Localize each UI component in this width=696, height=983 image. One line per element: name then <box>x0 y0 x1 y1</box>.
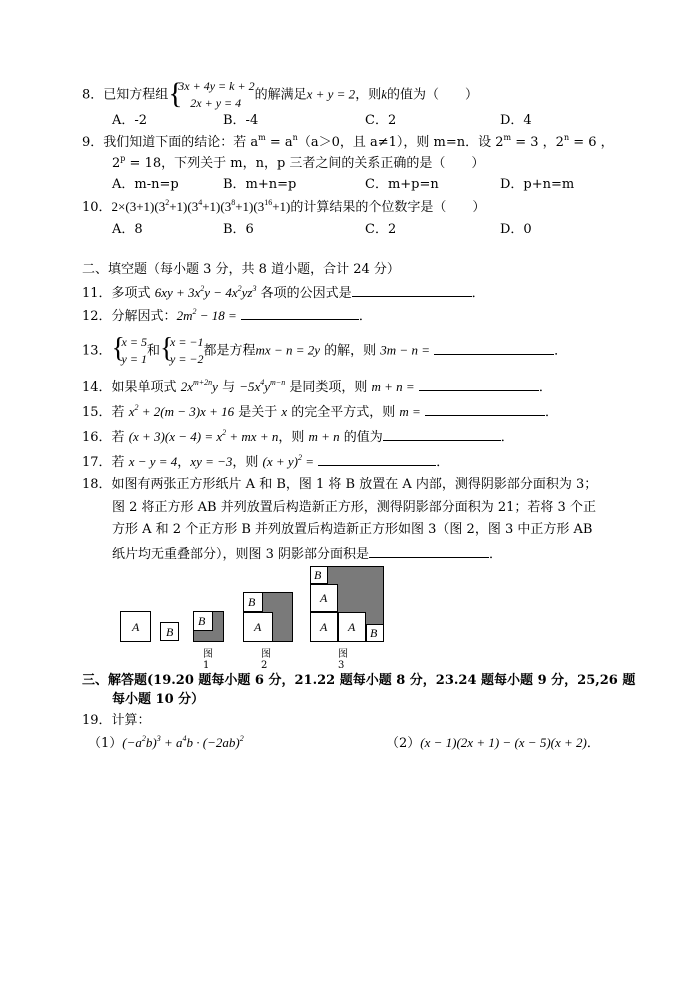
q12-end: ． <box>358 309 372 324</box>
q8-suffix2: 的值为（ ） <box>386 87 478 103</box>
fig3-label-a3: A <box>348 620 356 634</box>
q10-option-b: B．6 <box>223 222 254 237</box>
q12-answer-blank[interactable] <box>241 307 359 320</box>
q17-eq1: x − y = 4 <box>128 454 178 469</box>
q19-e1-a: (−a <box>122 735 142 750</box>
q12-number: 12． <box>82 309 112 324</box>
q17-text-c: ，则 <box>232 455 263 470</box>
q14-expression: m + n = <box>371 379 415 394</box>
q15-expr-b: + 2(m − 3)x + 16 <box>138 404 235 419</box>
q14-t1-base: 2x <box>180 379 193 394</box>
q19-e1-sup3: 4 <box>182 734 187 743</box>
q10-expr-d: +1)(3 <box>235 199 265 214</box>
figure1-caption: 图1 <box>203 649 213 671</box>
q8-option-c: C．2 <box>365 113 397 128</box>
q19-p1-label: （1） <box>88 736 123 751</box>
q14-t1-y: y <box>212 379 218 394</box>
q17-expr-b: = <box>302 454 315 469</box>
q9-text-a: 9．我们知道下面的结论：若 a <box>82 135 259 150</box>
figure3-square-a-bottom-left <box>310 612 338 642</box>
question-17 <box>82 453 449 471</box>
q11-text-a: 多项式 <box>111 286 155 301</box>
q9-text-b: = a <box>265 135 293 150</box>
q17-text-a: 若 <box>111 455 129 470</box>
q17-sup: 2 <box>298 453 303 462</box>
q13-text-a: 都是方程 <box>203 343 256 359</box>
q9-line2-a: 2 <box>112 156 121 171</box>
q16-expr-a: (x + 3)(x − 4) = x <box>128 429 223 444</box>
q8-condition: x + y = 2 <box>306 86 356 102</box>
question-16 <box>82 428 514 446</box>
q19-part-2 <box>386 735 600 752</box>
q11-sup-1: 2 <box>200 284 205 293</box>
q19-e1-sup4: 2 <box>239 734 244 743</box>
q13-s2-eq2: y = −2 <box>170 352 204 366</box>
q8-option-a: A．-2 <box>112 113 148 128</box>
q8-eq2: 2x + y = 4 <box>190 96 242 110</box>
q16-expression <box>129 429 279 444</box>
q13-equation: mx − n = 2y <box>255 342 321 358</box>
question-18-line1 <box>82 477 597 493</box>
q9-option-c: C．m+p=n <box>365 177 439 192</box>
q19-e1-c: + a <box>160 735 183 750</box>
q18-answer-blank[interactable] <box>369 545 489 558</box>
q11-expression <box>155 285 257 300</box>
q15-expression <box>129 404 234 419</box>
q11-expr-a: 6xy + 3x <box>154 285 201 300</box>
q10-expr-c: +1)(3 <box>202 199 232 214</box>
q12-sup: 2 <box>192 307 197 316</box>
q13-system-2: { x = −1 y = −2 <box>160 333 204 366</box>
q15-text-c: 的完全平方式，则 <box>287 405 400 420</box>
q12-expr-a: 2m <box>176 308 193 323</box>
q8-suffix: ，则 <box>355 87 382 103</box>
section-3-heading-line2: 每小题 10 分） <box>112 692 205 707</box>
q15-m: m = <box>399 404 421 419</box>
q16-number: 16． <box>82 430 112 445</box>
q8-option-b: B．-4 <box>223 113 259 128</box>
q15-expr-a: x <box>128 404 135 419</box>
q19-p2-expression: (x − 1)(2x + 1) − (x − 5)(x + 2) <box>420 735 587 750</box>
q8-equation-system: { 3x + 4y = k + 2 2x + y = 4 <box>168 77 255 110</box>
q19-e1-sup1: 2 <box>141 734 146 743</box>
q11-end: ． <box>471 286 485 301</box>
question-10 <box>82 199 485 216</box>
q12-expression <box>177 308 237 323</box>
figure3-caption: 图3 <box>338 649 348 671</box>
q10-sup-4: 4 <box>198 198 203 207</box>
q16-sup: 2 <box>222 428 227 437</box>
fig1-label-b: B <box>198 614 206 628</box>
q13-answer-blank[interactable] <box>434 342 554 355</box>
q8-text: 已知方程组 <box>103 87 169 103</box>
q8-mid: 的解满足 <box>254 87 307 103</box>
q9-option-d: D．p+n=m <box>500 177 575 192</box>
q10-number: 10． <box>82 200 112 215</box>
q14-t2-y: y <box>264 379 271 394</box>
question-12 <box>82 307 372 325</box>
q11-answer-blank[interactable] <box>352 284 472 297</box>
q9-sup-m: m <box>258 133 266 142</box>
label-a: A <box>132 620 140 634</box>
q14-text-c: 是同类项，则 <box>285 380 372 395</box>
figure-square-b <box>160 622 179 641</box>
figure2-caption: 图2 <box>261 649 271 671</box>
fig2-label-a: A <box>254 620 262 634</box>
question-18-line4 <box>112 545 502 563</box>
q18-end: ． <box>489 547 503 562</box>
q15-text-a: 若 <box>111 405 129 420</box>
q16-mn: m + n <box>308 429 340 444</box>
q10-sup-16: 16 <box>264 198 273 207</box>
question-9-line2 <box>112 156 484 172</box>
q13-s1-eq1: x = 5 <box>121 335 147 349</box>
fig3-label-b1: B <box>314 568 322 582</box>
q13-expression: 3m − n = <box>380 342 430 358</box>
q14-t2-base: −5x <box>239 379 261 394</box>
q17-end: ． <box>436 455 450 470</box>
q14-text-a: 如果单项式 <box>111 380 181 395</box>
q19-e1-sup2: 3 <box>156 734 161 743</box>
q8-number: 8． <box>82 87 104 103</box>
figure3-square-b-top <box>310 566 328 584</box>
q10-option-c: C．2 <box>365 222 397 237</box>
q14-text-b: 与 <box>217 380 240 395</box>
figure1-square-b <box>193 611 213 631</box>
q9-sup-p: p <box>120 154 126 163</box>
q10-option-a: A．8 <box>112 222 143 237</box>
section-3-heading-line1: 三、解答题(19.20 题每小题 6 分，21.22 题每小题 8 分，23.24 题每小题 9 分，25,26 题 <box>82 673 636 688</box>
section-2-heading: 二、填空题（每小题 3 分，共 8 道小题，合计 24 分） <box>82 262 400 277</box>
q10-sup-8: 8 <box>231 198 236 207</box>
q15-x: x <box>281 404 288 419</box>
label-b: B <box>166 625 174 639</box>
figure3-square-b-bottom <box>366 624 384 642</box>
figure3-square-a-mid <box>310 584 338 612</box>
q10-text: 的计算结果的个位数字是（ ） <box>290 200 486 215</box>
q13-end: ． <box>554 343 568 359</box>
q9-sup-n2: n <box>563 133 570 142</box>
question-18-line3: 方形 A 和 2 个正方形 B 并列放置后构造新正方形如图 3（图 2，图 3 中正方形 AB <box>112 522 593 537</box>
q14-term-1 <box>181 379 218 394</box>
fig2-label-b: B <box>248 595 256 609</box>
q19-e1-d: b · (−2ab) <box>186 735 240 750</box>
q11-sup-2: 2 <box>237 284 242 293</box>
q17-eq2: xy = −3 <box>190 454 233 469</box>
q11-number: 11． <box>82 286 112 301</box>
q17-expression <box>263 454 315 469</box>
question-11 <box>82 284 485 302</box>
fig3-label-a2: A <box>320 620 328 634</box>
q10-expression <box>112 199 291 214</box>
q15-text-b: 是关于 <box>234 405 282 420</box>
question-15 <box>82 403 558 421</box>
q16-text-a: 若 <box>111 430 129 445</box>
q10-expr-b: +1)(3 <box>169 199 199 214</box>
question-9-line1 <box>82 135 614 151</box>
q11-sup-3: 3 <box>252 284 257 293</box>
q16-expr-b: + mx + n <box>226 429 279 444</box>
q9-option-a: A．m-n=p <box>112 177 179 192</box>
q19-part-1 <box>88 735 244 752</box>
q11-expr-c: yz <box>241 285 253 300</box>
question-13 <box>82 334 567 368</box>
q19-p2-end: ． <box>586 736 600 751</box>
q9-sup-m2: m <box>503 133 512 142</box>
q10-expr-a: 2×(3+1)(3 <box>111 199 166 214</box>
q14-t2-sup: 4 <box>260 378 265 387</box>
q16-text-b: ，则 <box>278 430 309 445</box>
q17-expr-a: (x + y) <box>262 454 299 469</box>
q17-text-b: ， <box>177 455 191 470</box>
q14-number: 14． <box>82 380 112 395</box>
figure-square-a <box>120 611 151 642</box>
q15-number: 15． <box>82 405 112 420</box>
q13-system-1: { x = 5 y = 1 <box>111 333 147 366</box>
q16-end: ． <box>500 430 514 445</box>
q12-text: 分解因式： <box>111 309 177 324</box>
q9-text-e: = 6 ， <box>569 135 614 150</box>
q18-number: 18． <box>82 477 112 492</box>
q10-option-d: D．0 <box>500 222 532 237</box>
q18-line1: 如图有两张正方形纸片 A 和 B，图 1 将 B 放置在 A 内部，测得阴影部分面积为 3； <box>111 477 598 492</box>
q9-text-d: = 3 ，2 <box>511 135 564 150</box>
q14-answer-blank[interactable] <box>419 378 539 391</box>
question-19: 19．计算： <box>82 713 151 728</box>
q9-sup-n: n <box>292 133 298 142</box>
q15-sup: 2 <box>134 403 139 412</box>
q10-sup-2: 2 <box>165 198 170 207</box>
q17-number: 17． <box>82 455 112 470</box>
q16-answer-blank[interactable] <box>383 428 501 441</box>
q18-line4-text: 纸片均无重叠部分），则图 3 阴影部分面积是 <box>112 547 370 562</box>
q13-number: 13． <box>82 343 112 359</box>
fig3-label-a1: A <box>320 591 328 605</box>
q15-answer-blank[interactable] <box>425 403 545 416</box>
q8-eq1: 3x + 4y = k + 2 <box>178 79 255 93</box>
q9-line2-b: = 18，下列关于 m，n，p 三者之间的关系正确的是（ ） <box>125 156 485 171</box>
question-14 <box>82 378 552 396</box>
q11-expr-b: y − 4x <box>204 285 238 300</box>
q17-answer-blank[interactable] <box>318 453 436 466</box>
q13-s1-eq2: y = 1 <box>121 352 147 366</box>
q15-end: ． <box>544 405 558 420</box>
q14-t2-sup-y: m−n <box>270 378 286 387</box>
question-18-line2: 图 2 将正方形 AB 并列放置后构造新正方形，测得阴影部分面积为 21；若将 3 个正 <box>112 500 596 515</box>
q10-expr-e: +1) <box>272 199 291 214</box>
q19-p1-expression <box>122 735 243 750</box>
q8-option-d: D．4 <box>500 113 532 128</box>
q14-term-2 <box>239 379 285 394</box>
question-8 <box>82 78 478 112</box>
figure3-square-a-bottom-mid <box>338 612 366 642</box>
figure2-square-a <box>243 612 273 642</box>
q13-s2-eq1: x = −1 <box>170 335 204 349</box>
q12-expr-b: − 18 = <box>196 308 237 323</box>
figure2-square-b <box>243 592 263 612</box>
fig3-label-b2: B <box>370 626 378 640</box>
q19-p2-label: （2） <box>386 736 421 751</box>
q13-and: 和 <box>146 343 160 359</box>
q19-e1-b: b) <box>145 735 157 750</box>
q8-k: k <box>381 86 387 102</box>
q14-end: ． <box>538 380 552 395</box>
q11-text-b: 各项的公因式是 <box>256 286 352 301</box>
q9-text-c: （a＞0，且 a≠1），则 m=n．设 2 <box>297 135 504 150</box>
q13-text-b: 的解，则 <box>320 343 381 359</box>
q16-text-c: 的值为 <box>339 430 383 445</box>
q14-t1-sup: m+2n <box>192 378 213 387</box>
q9-option-b: B．m+n=p <box>223 177 297 192</box>
